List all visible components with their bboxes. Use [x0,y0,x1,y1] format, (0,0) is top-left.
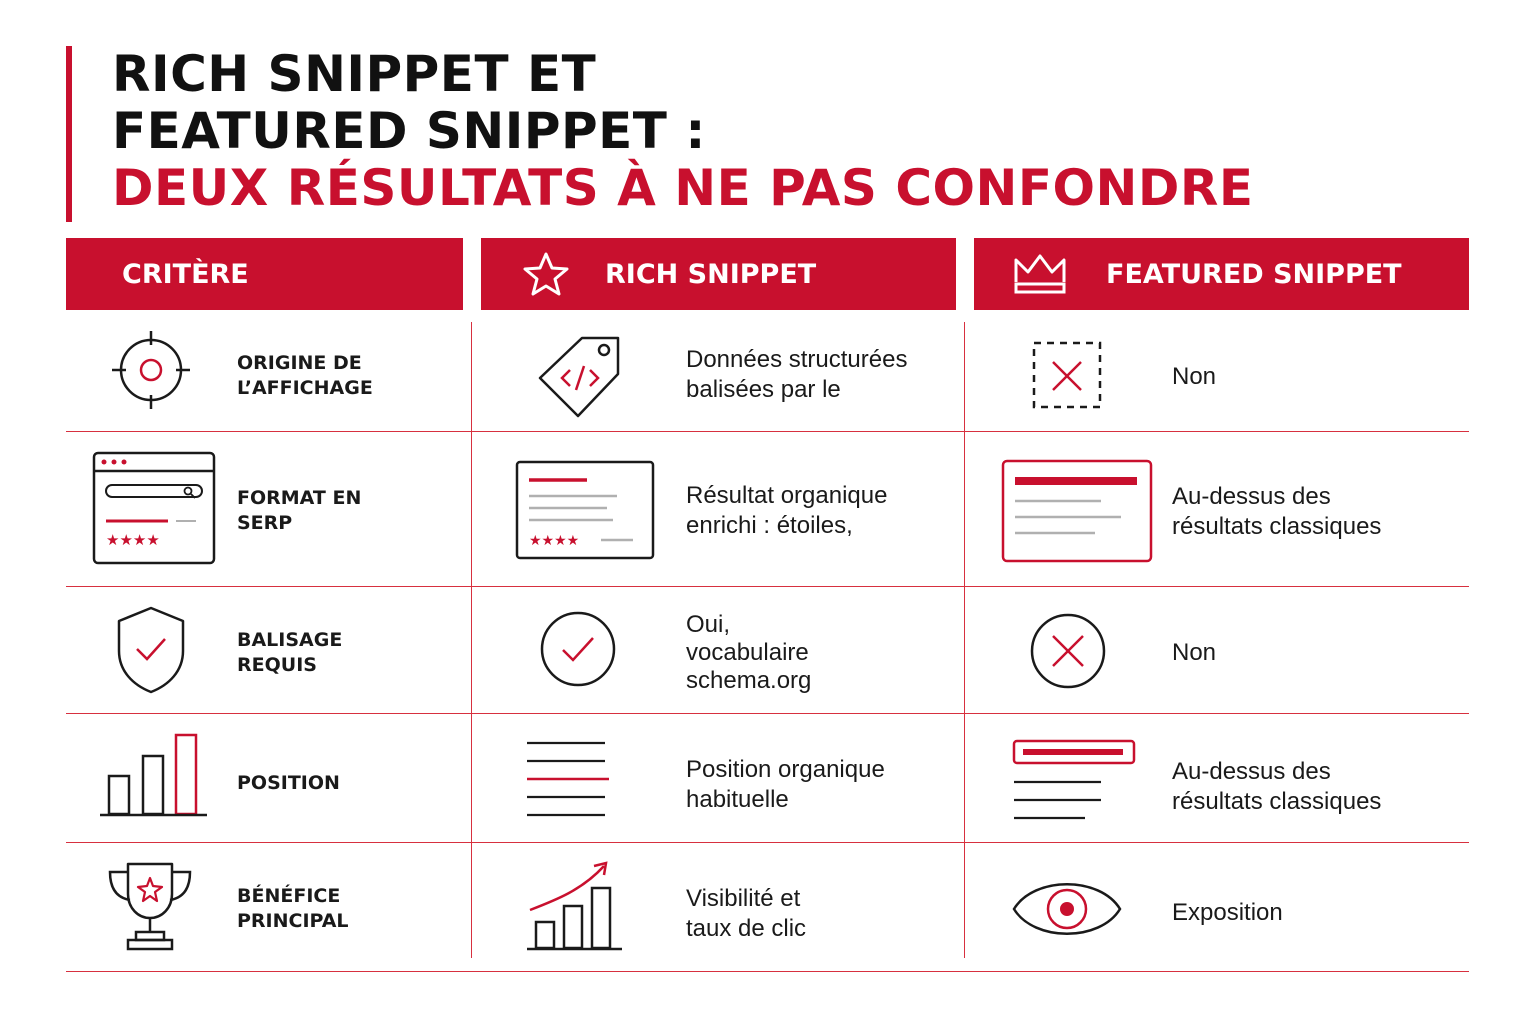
criterion-line: PRINCIPAL [237,910,349,932]
value-line: Oui, [686,611,731,638]
rich-value [686,481,887,541]
rich-value [686,755,885,815]
header-rich-snippet [481,238,956,310]
code-tag-icon [534,332,626,422]
title-line-3: DEUX RÉSULTATS À NE PAS CONFONDRE [112,159,1254,217]
title-accent-bar [66,46,72,222]
criterion-label [237,884,349,934]
value-line: vocabulaire [686,639,809,666]
featured-value [1172,482,1381,542]
header-featured-snippet [974,238,1469,310]
value-line: taux de clic [686,915,807,942]
value-line: Non [1172,363,1217,390]
bar-chart-icon [99,732,209,818]
value-line: Résultat organique [686,482,888,509]
criterion-line: BALISAGE [237,629,343,651]
criterion-line: REQUIS [237,654,317,676]
top-box-list-icon [1011,738,1137,822]
trophy-icon [106,860,194,952]
criterion-label [237,628,342,678]
value-line: Au-dessus des [1172,758,1331,785]
criterion-line: FORMAT EN [237,487,362,509]
rich-value [686,611,811,695]
title-line-1: RICH SNIPPET ET [112,45,597,103]
value-line: balisées par le [686,376,841,403]
rich-value [686,884,806,944]
header-criterion-label: CRITÈRE [122,258,249,290]
featured-value [1172,362,1216,392]
criterion-label [237,771,340,796]
check-circle-icon [539,610,617,688]
star-icon [521,250,571,298]
criterion-line: POSITION [237,772,340,794]
dashed-x-box-icon [1031,340,1103,410]
criterion-label [237,351,373,401]
header-criterion [66,238,463,310]
row-divider [66,842,1469,843]
list-lines-icon [525,739,611,821]
criterion-label [237,486,361,536]
criterion-line: ORIGINE DE [237,352,362,374]
svg-text:★★★★: ★★★★ [529,533,580,549]
row-divider [66,586,1469,587]
growth-chart-icon [526,860,624,952]
value-line: résultats classiques [1172,788,1382,815]
header-rich-label: RICH SNIPPET [605,258,817,290]
value-line: Position organique [686,756,885,783]
page-title [112,46,1254,217]
target-icon [110,329,192,411]
x-circle-icon [1029,612,1107,690]
featured-value [1172,757,1381,817]
value-line: schema.org [686,667,812,694]
row-divider [66,971,1469,972]
column-divider [471,322,472,958]
crown-icon [1012,250,1068,298]
rich-value [686,345,907,405]
row-divider [66,431,1469,432]
value-line: Non [1172,639,1217,666]
header-featured-label: FEATURED SNIPPET [1106,258,1402,290]
value-line: résultats classiques [1172,513,1382,540]
value-line: Données structurées [686,346,908,373]
criterion-line: SERP [237,512,293,534]
featured-value [1172,898,1283,928]
column-divider [964,322,965,958]
featured-value [1172,638,1216,668]
rated-result-card-icon [515,460,655,560]
criterion-line: L’AFFICHAGE [237,377,373,399]
criterion-line: BÉNÉFICE [237,885,341,907]
eye-icon [1010,866,1124,952]
browser-search-icon [92,451,216,565]
svg-text:★★★★: ★★★★ [106,531,160,549]
value-line: Exposition [1172,899,1283,926]
shield-check-icon [115,605,187,695]
value-line: Au-dessus des [1172,483,1331,510]
value-line: Visibilité et [686,885,801,912]
highlighted-result-card-icon [1001,459,1153,563]
value-line: enrichi : étoiles, [686,512,853,539]
title-line-2: FEATURED SNIPPET : [112,102,706,160]
row-divider [66,713,1469,714]
value-line: habituelle [686,786,789,813]
